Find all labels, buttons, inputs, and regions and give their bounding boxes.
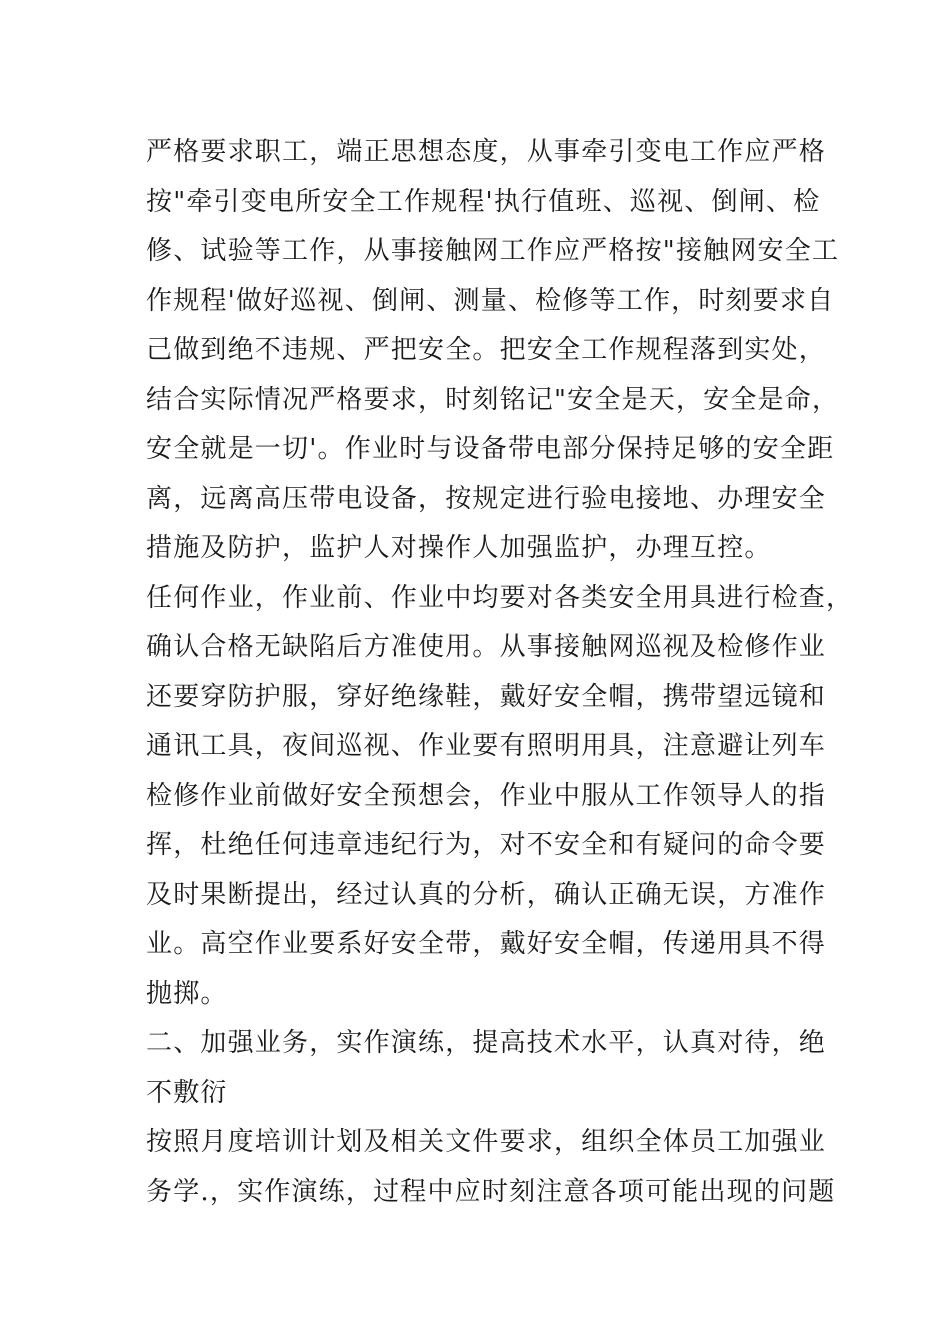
text-line: 按照月度培训计划及相关文件要求，组织全体员工加强业 [146,1127,827,1157]
text-line: 通讯工具，夜间巡视、作业要有照明用具，注意避让列车 [146,731,827,761]
document-body-text [146,128,854,1217]
text-line: 检修作业前做好安全预想会，作业中服从工作领导人的指 [146,780,827,811]
text-line: 务学.，实作演练，过程中应时刻注意各项可能出现的问题 [146,1176,836,1207]
text-line: 二、加强业务，实作演练，提高技术水平，认真对待，绝 [146,1028,827,1058]
text-line: 按"牵引变电所安全工作规程'执行值班、巡视、倒闸、检 [146,186,821,217]
text-line: 修、试验等工作，从事接触网工作应严格按"接触网安全工 [146,236,840,266]
text-line: 还要穿防护服，穿好绝缘鞋，戴好安全帽，携带望远镜和 [146,681,827,712]
text-line: 严格要求职工，端正思想态度，从事牵引变电工作应严格 [146,137,827,167]
text-line: 己做到绝不违规、严把安全。把安全工作规程落到实处， [146,335,827,365]
text-line: 抛掷。 [146,978,228,1009]
text-line: 任何作业，作业前、作业中均要对各类安全用具进行检查， [146,582,854,613]
text-line: 业。高空作业要系好安全带，戴好安全帽，传递用具不得 [146,929,827,959]
text-line: 挥，杜绝任何违章违纪行为，对不安全和有疑问的命令要 [146,830,827,860]
text-line: 及时果断提出，经过认真的分析，确认正确无误，方准作 [146,879,827,910]
text-line: 结合实际情况严格要求，时刻铭记"安全是天，安全是命， [146,384,840,415]
text-line: 不敷衍 [146,1077,228,1108]
text-line: 离，远离高压带电设备，按规定进行验电接地、办理安全 [146,483,827,514]
text-line: 措施及防护，监护人对操作人加强监护，办理互控。 [146,533,772,563]
text-line: 确认合格无缺陷后方准使用。从事接触网巡视及检修作业 [146,632,827,662]
text-line: 作规程'做好巡视、倒闸、测量、检修等工作，时刻要求自 [146,285,835,316]
text-line: 安全就是一切'。作业时与设备带电部分保持足够的安全距 [146,434,835,464]
